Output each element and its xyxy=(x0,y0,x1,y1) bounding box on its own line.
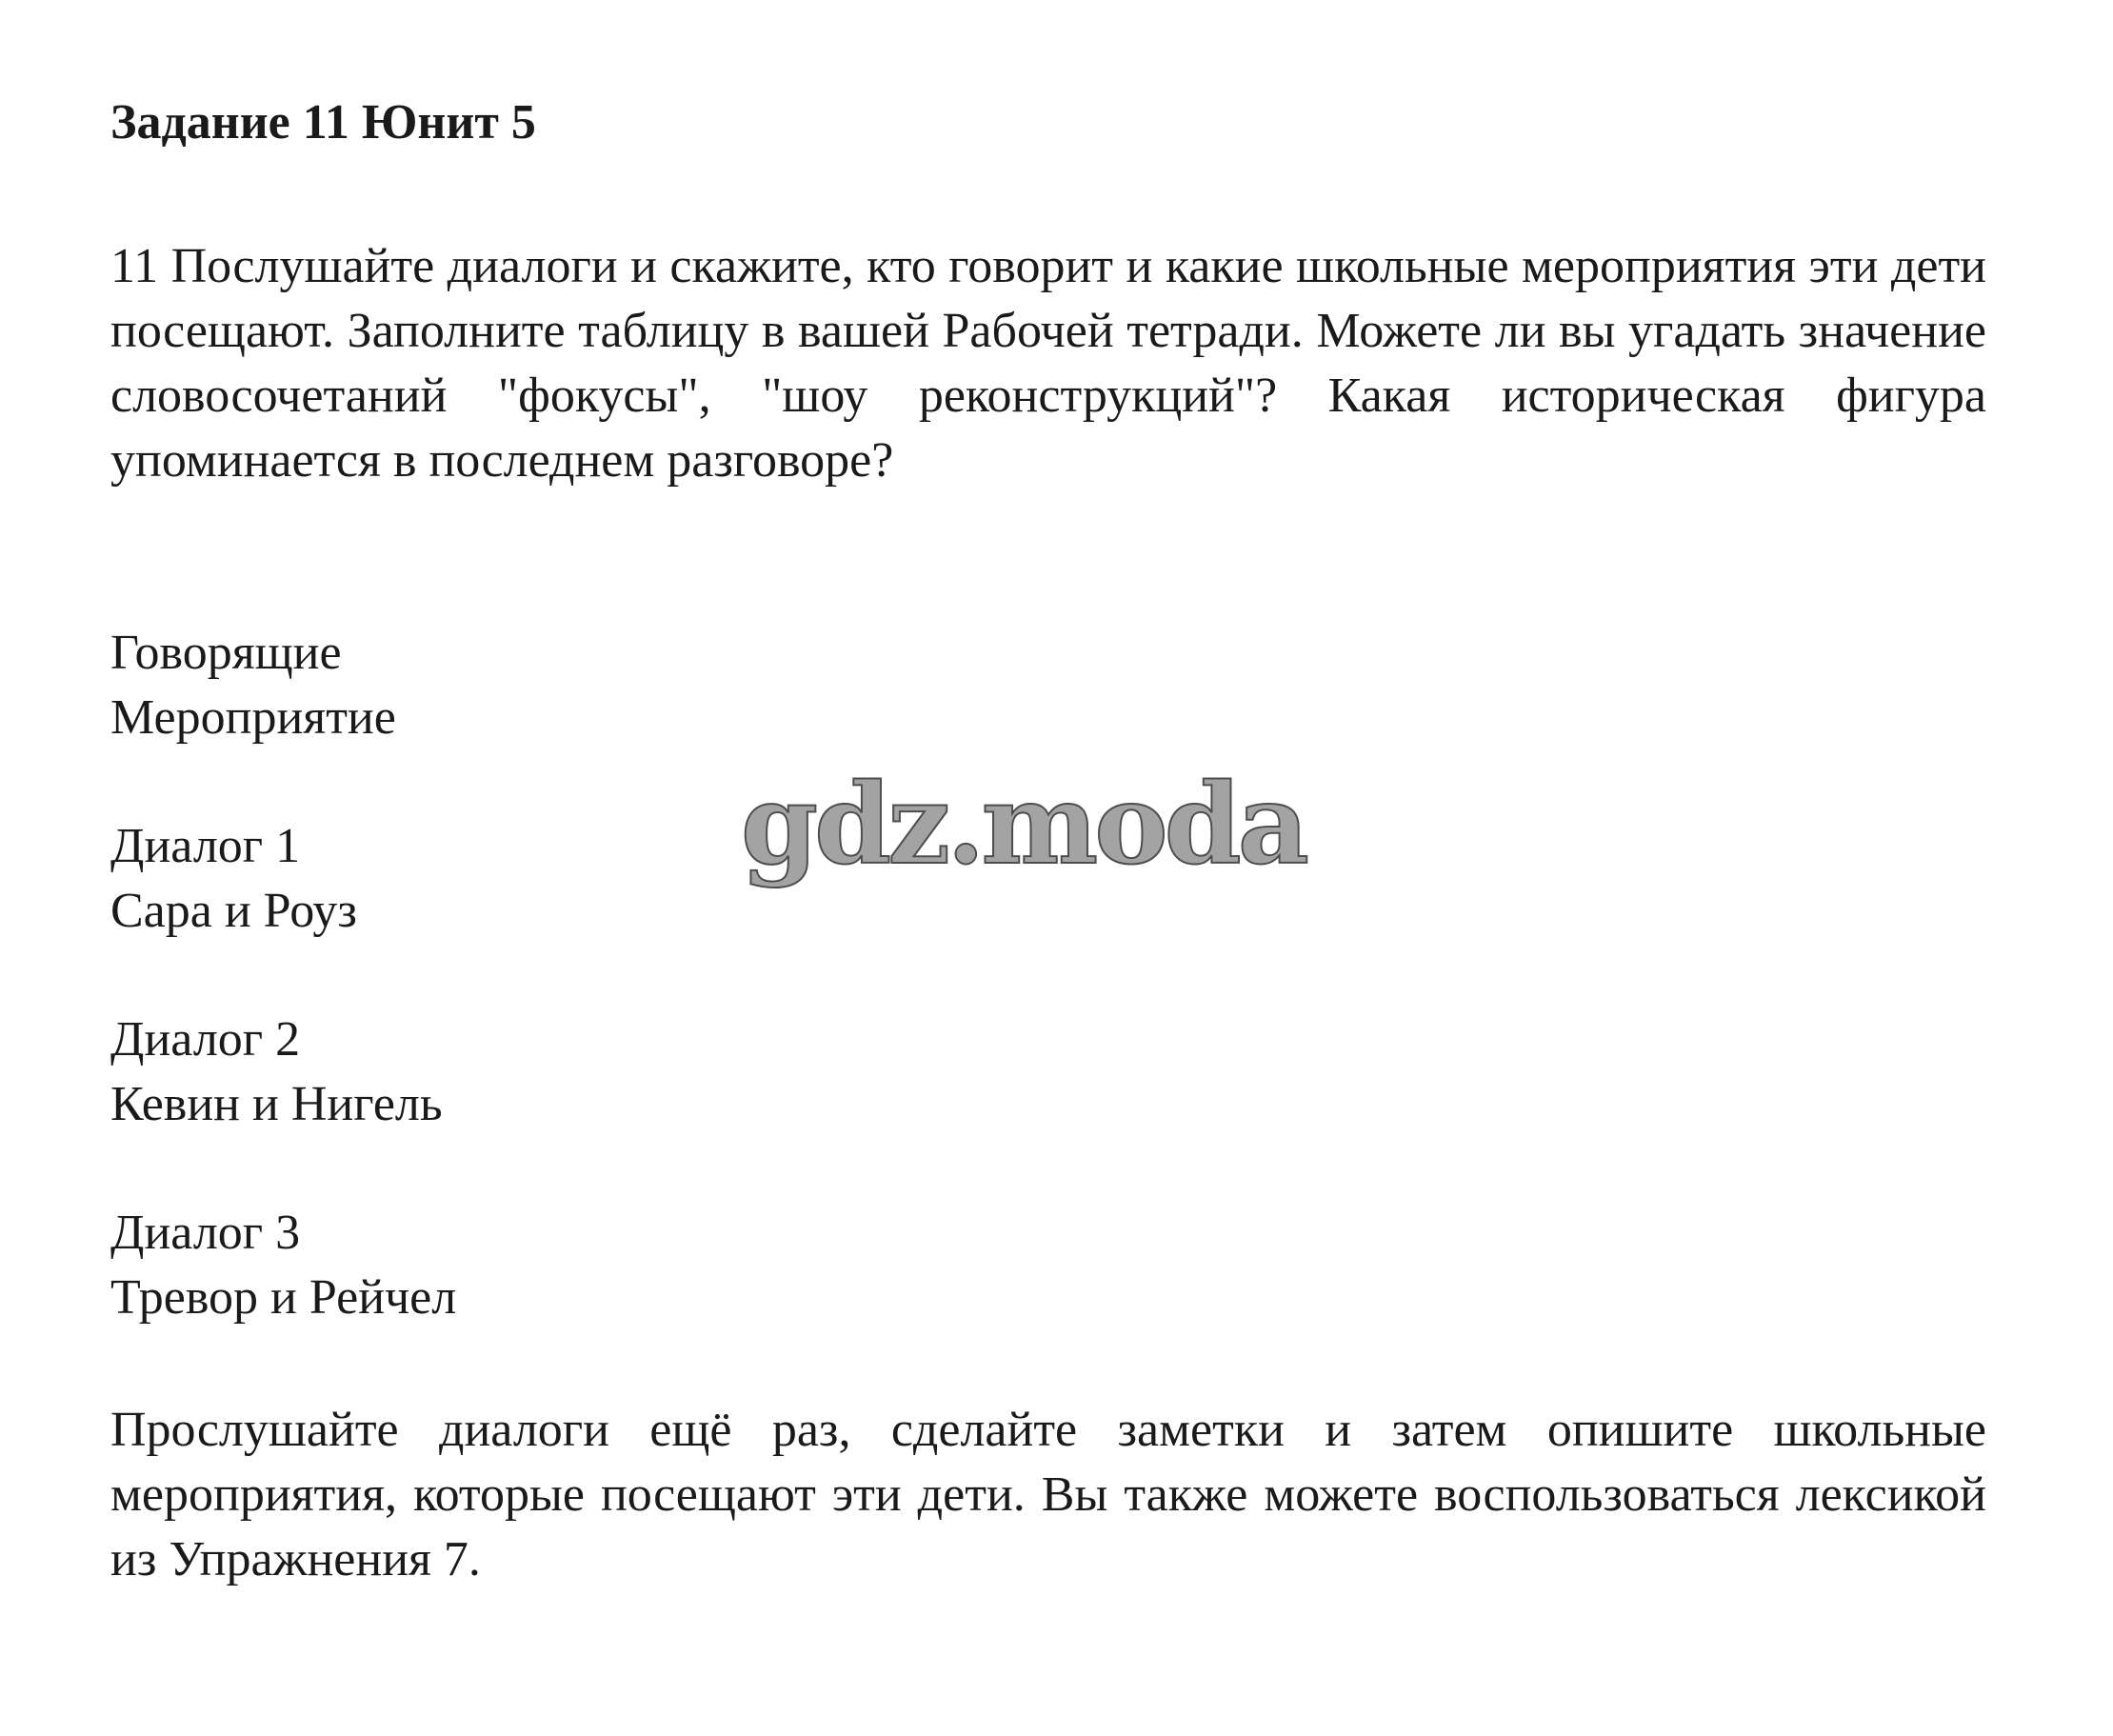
closing-instructions: Прослушайте диалоги ещё раз, сделайте заметки и затем опишите школьные мероприятия, которые посещают эти дети. Вы также можете воспользоваться лексикой из Упражнения 7. xyxy=(110,1403,1986,1586)
dialog-3-speakers: Тревор и Рейчел xyxy=(110,1270,457,1325)
dialog-2-speakers: Кевин и Нигель xyxy=(110,1077,443,1131)
watermark-logo: gdz.moda xyxy=(741,760,1306,889)
page-title: Задание 11 Юнит 5 xyxy=(110,95,536,150)
dialog-1-speakers: Сара и Роуз xyxy=(110,884,357,938)
table-header-speakers: Говорящие xyxy=(110,626,342,680)
dialog-1-label: Диалог 1 xyxy=(110,819,301,873)
dialog-3-label: Диалог 3 xyxy=(110,1206,301,1260)
task-instructions: 11 Послушайте диалоги и скажите, кто говорит и какие школьные мероприятия эти дети посещают. Заполните таблицу в вашей Рабочей тетради. Можете ли вы угадать значение словосочетаний "фокусы", "шоу реконструкций"? Какая историческая фигура упоминается в последнем разговоре? xyxy=(110,239,1986,488)
dialog-2-label: Диалог 2 xyxy=(110,1012,301,1067)
table-header-event: Мероприятие xyxy=(110,690,396,745)
